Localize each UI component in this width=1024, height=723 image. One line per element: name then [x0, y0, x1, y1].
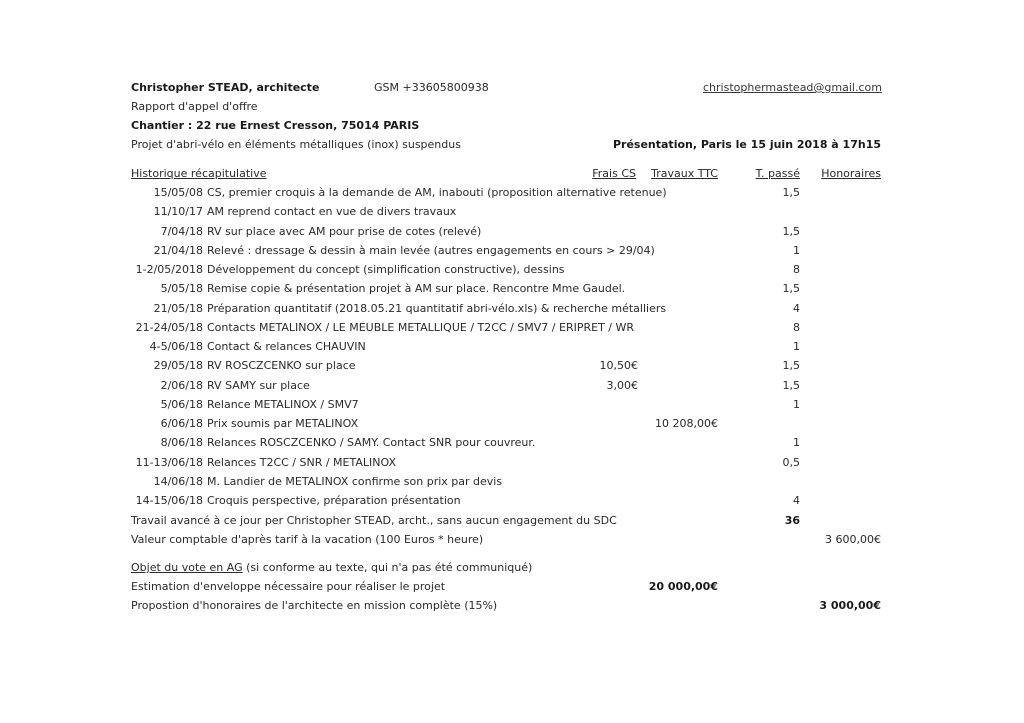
row-description: Croquis perspective, préparation présentation [207, 494, 461, 507]
row-temps: 1,5 [782, 186, 800, 199]
column-temps: T. passé [755, 167, 800, 180]
row-temps: 0,5 [782, 456, 800, 469]
row-description: Remise copie & présentation projet à AM sur place. Rencontre Mme Gaudel. [207, 282, 626, 295]
column-frais: Frais CS [592, 167, 636, 180]
column-honoraires: Honoraires [821, 167, 881, 180]
row-date: 1-2/05/2018 [135, 263, 203, 276]
row-temps: 8 [793, 321, 800, 334]
phone-number: GSM +33605800938 [374, 81, 489, 94]
architect-name: Christopher STEAD, architecte [131, 81, 320, 94]
value-amount: 3 600,00€ [825, 533, 881, 546]
row-travaux: 10 208,00€ [655, 417, 718, 430]
row-description: AM reprend contact en vue de divers travaux [207, 205, 457, 218]
vote-heading [131, 561, 532, 574]
row-description: CS, premier croquis à la demande de AM, inabouti (proposition alternative retenue) [207, 186, 667, 199]
row-temps: 1 [793, 436, 800, 449]
row-temps: 8 [793, 263, 800, 276]
fee-amount: 3 000,00€ [819, 599, 881, 612]
row-date: 6/06/18 [160, 417, 203, 430]
row-date: 4-5/06/18 [149, 340, 203, 353]
row-description: RV SAMY sur place [207, 379, 310, 392]
row-temps: 1,5 [782, 225, 800, 238]
row-description: Contacts METALINOX / LE MEUBLE METALLIQUE / T2CC / SMV7 / ERIPRET / WR [207, 321, 635, 334]
work-summary-label: Travail avancé à ce jour per Christopher STEAD, archt., sans aucun engagement du SDC [131, 514, 617, 527]
presentation-date: Présentation, Paris le 15 juin 2018 à 17h15 [612, 138, 881, 151]
row-date: 11-13/06/18 [135, 456, 203, 469]
row-description: Relances ROSCZCENKO / SAMY. Contact SNR pour couvreur. [207, 436, 536, 449]
project-description: Projet d'abri-vélo en éléments métalliques (inox) suspendus [131, 138, 461, 151]
row-description: Développement du concept (simplification constructive), dessins [207, 263, 565, 276]
value-label: Valeur comptable d'après tarif à la vacation (100 Euros * heure) [131, 533, 484, 546]
row-temps: 1,5 [782, 379, 800, 392]
row-description: M. Landier de METALINOX confirme son prix par devis [207, 475, 503, 488]
fee-label: Propostion d'honoraires de l'architecte en mission complète (15%) [131, 599, 498, 612]
row-temps: 1 [793, 244, 800, 257]
vote-note: (si conforme au texte, qui n'a pas été communiqué) [242, 561, 533, 574]
row-frais: 10,50€ [599, 359, 638, 372]
row-description: Contact & relances CHAUVIN [207, 340, 366, 353]
estimate-amount: 20 000,00€ [648, 580, 718, 593]
vote-title: Objet du vote en AG [131, 561, 243, 574]
row-description: RV sur place avec AM pour prise de cotes (relevé) [207, 225, 482, 238]
row-temps: 1,5 [782, 359, 800, 372]
row-date: 21/05/18 [153, 302, 203, 315]
email-link[interactable]: christophermastead@gmail.com [703, 81, 882, 94]
row-temps: 4 [793, 302, 800, 315]
row-date: 7/04/18 [160, 225, 203, 238]
row-description: Relances T2CC / SNR / METALINOX [207, 456, 396, 469]
row-description: Prix soumis par METALINOX [207, 417, 359, 430]
row-temps: 1 [793, 398, 800, 411]
row-temps: 4 [793, 494, 800, 507]
row-date: 21/04/18 [153, 244, 203, 257]
row-date: 14-15/06/18 [135, 494, 203, 507]
report-type: Rapport d'appel d'offre [131, 100, 258, 113]
row-date: 11/10/17 [153, 205, 203, 218]
row-date: 29/05/18 [153, 359, 203, 372]
site-address: Chantier : 22 rue Ernest Cresson, 75014 PARIS [131, 119, 420, 132]
row-date: 14/06/18 [153, 475, 203, 488]
row-date: 21-24/05/18 [135, 321, 203, 334]
column-travaux: Travaux TTC [651, 167, 718, 180]
row-description: Relance METALINOX / SMV7 [207, 398, 359, 411]
row-frais: 3,00€ [606, 379, 638, 392]
row-description: RV ROSCZCENKO sur place [207, 359, 356, 372]
row-date: 2/06/18 [160, 379, 203, 392]
history-title: Historique récapitulative [131, 167, 267, 180]
work-total-hours: 36 [784, 514, 800, 527]
row-description: Préparation quantitatif (2018.05.21 quantitatif abri-vélo.xls) & recherche métalliers [207, 302, 667, 315]
row-date: 5/06/18 [160, 398, 203, 411]
row-date: 8/06/18 [160, 436, 203, 449]
row-description: Relevé : dressage & dessin à main levée (autres engagements en cours > 29/04) [207, 244, 655, 257]
row-date: 5/05/18 [160, 282, 203, 295]
row-temps: 1,5 [782, 282, 800, 295]
row-date: 15/05/08 [153, 186, 203, 199]
estimate-label: Estimation d'enveloppe nécessaire pour réaliser le projet [131, 580, 446, 593]
row-temps: 1 [793, 340, 800, 353]
